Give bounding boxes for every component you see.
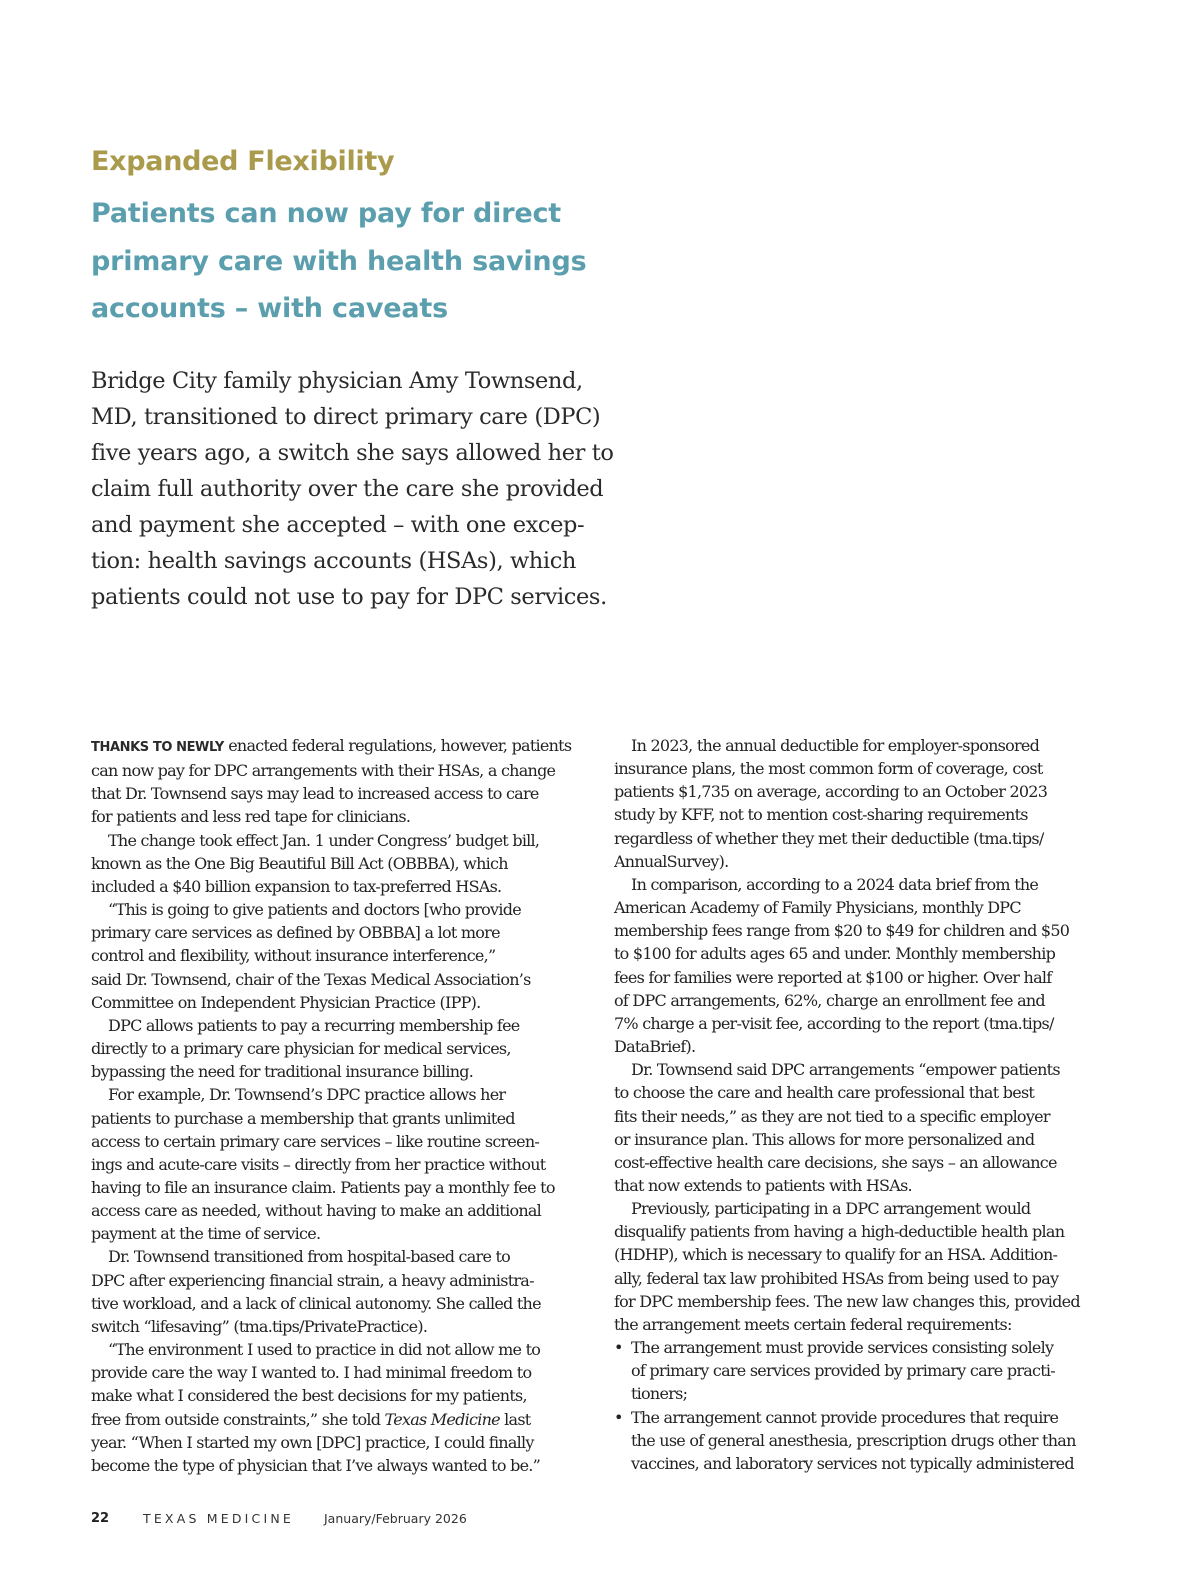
body-text-line: ings and acute-care visits – directly from her practice without (91, 1154, 546, 1174)
body-text-line: DPC allows patients to pay a recurring membership fee (108, 1015, 520, 1035)
body-text-line: known as the One Big Beautiful Bill Act (OBBBA), which (91, 853, 508, 873)
body-text-line: The change took effect Jan. 1 under Congress’ budget bill, (108, 830, 540, 850)
body-text-line: DataBrief). (614, 1037, 696, 1057)
body-text-line: the use of general anesthesia, prescription drugs other than (631, 1430, 1076, 1450)
issue-date: January/February 2026 (324, 1511, 467, 1526)
body-text-line: 7% charge a per-visit fee, according to the report (tma.tips/ (614, 1013, 1054, 1033)
body-text-line: AnnualSurvey). (614, 851, 729, 871)
body-text-line: of DPC arrangements, 62%, charge an enrollment fee and (614, 990, 1045, 1010)
deck-line: patients could not use to pay for DPC services. (91, 584, 607, 610)
publication-title: Texas Medicine (384, 1409, 500, 1429)
body-text-line: • The arrangement must provide services consisting solely (614, 1336, 1101, 1359)
body-text-line: or insurance plan. This allows for more personalized and (614, 1129, 1035, 1149)
body-text-line: the arrangement meets certain federal requirements: (614, 1314, 1012, 1334)
body-text-line: tioners; (631, 1384, 688, 1404)
body-text-line: access care as needed, without having to make an additional (91, 1201, 542, 1221)
body-text-line: fits their needs,” as they are not tied to a specific employer (614, 1106, 1050, 1126)
body-text-line: (HDHP), which is necessary to qualify for an HSA. Addition- (614, 1245, 1058, 1265)
body-text-line: can now pay for DPC arrangements with their HSAs, a change (91, 761, 556, 781)
body-column-right (614, 734, 1101, 1475)
body-text-line: • The arrangement cannot provide procedures that require (614, 1406, 1101, 1429)
body-text-line: payment at the time of service. (91, 1224, 321, 1244)
headline-line: primary care with health savings (91, 245, 587, 277)
body-text-line: “The environment I used to practice in did not allow me to (108, 1340, 541, 1360)
deck-line: MD, transitioned to direct primary care (DPC) (91, 404, 601, 430)
lead-in: THANKS TO NEWLY (91, 740, 224, 755)
deck-line: and payment she accepted – with one excep- (91, 512, 585, 538)
body-text-line: access to certain primary care services – like routine screen- (91, 1131, 540, 1151)
body-text-line: DPC after experiencing financial strain, a heavy administra- (91, 1270, 534, 1290)
headline-line: accounts – with caveats (91, 293, 448, 324)
body-text-line: become the type of physician that I’ve always wanted to be.” (91, 1455, 541, 1475)
deck-line: tion: health savings accounts (HSAs), which (91, 548, 576, 574)
body-text-line: to choose the care and health care professional that best (614, 1083, 1035, 1103)
body-text-line: control and flexibility, without insurance interference,” (91, 946, 496, 966)
body-text-line: said Dr. Townsend, chair of the Texas Medical Association’s (91, 969, 531, 989)
bullet-icon: • (614, 1407, 623, 1427)
body-text-line: Dr. Townsend transitioned from hospital-based care to (108, 1247, 511, 1267)
body-text-line: primary care services as defined by OBBBA] a lot more (91, 923, 500, 943)
article-kicker: Expanded Flexibility (91, 146, 395, 177)
body-text-line: year. “When I started my own [DPC] practice, I could finally (91, 1432, 534, 1452)
body-text-line: that Dr. Townsend says may lead to increased access to care (91, 784, 539, 804)
article-deck (91, 363, 614, 615)
deck-line: five years ago, a switch she says allowed her to (91, 440, 614, 466)
body-text-line: membership fees range from $20 to $49 for children and $50 (614, 921, 1070, 941)
body-text-line: American Academy of Family Physicians, monthly DPC (614, 898, 1021, 918)
deck-line: claim full authority over the care she provided (91, 476, 604, 502)
body-text-line: regardless of whether they met their deductible (tma.tips/ (614, 828, 1044, 848)
body-text-line: bypassing the need for traditional insurance billing. (91, 1062, 474, 1082)
body-text-line: cost-effective health care decisions, she says – an allowance (614, 1152, 1057, 1172)
body-text-line: disqualify patients from having a high-deductible health plan (614, 1222, 1065, 1242)
body-text-line: In 2023, the annual deductible for employer-sponsored (631, 736, 1040, 755)
body-text-line: patients $1,735 on average, according to an October 2023 (614, 782, 1048, 802)
body-text-line: for patients and less red tape for clinicians. (91, 807, 411, 827)
body-text-line: Committee on Independent Physician Practice (IPP). (91, 992, 481, 1012)
body-text-line: Previously, participating in a DPC arrangement would (631, 1199, 1031, 1219)
body-text-line: that now extends to patients with HSAs. (614, 1175, 912, 1195)
body-text-line: patients to purchase a membership that grants unlimited (91, 1108, 515, 1128)
article-headline (91, 190, 611, 333)
body-text-line: vaccines, and laboratory services not typically administered (631, 1453, 1074, 1473)
body-column-left (91, 734, 577, 1477)
body-text-line: having to file an insurance claim. Patients pay a monthly fee to (91, 1177, 555, 1197)
body-text-line: included a $40 billion expansion to tax-preferred HSAs. (91, 876, 502, 896)
bullet-icon: • (614, 1338, 623, 1358)
body-text-line: directly to a primary care physician for medical services, (91, 1039, 511, 1059)
body-text-line: to $100 for adults ages 65 and under. Monthly membership (614, 944, 1056, 964)
body-text-line: tive workload, and a lack of clinical autonomy. She called the (91, 1293, 541, 1313)
body-text-line: THANKS TO NEWLY enacted federal regulations, however, patients (91, 736, 572, 755)
body-text-line: study by KFF, not to mention cost-sharing requirements (614, 805, 1028, 825)
body-text-line: “This is going to give patients and doctors [who provide (108, 900, 521, 920)
body-text-line: of primary care services provided by primary care practi- (631, 1361, 1055, 1381)
body-text-line: In comparison, according to a 2024 data brief from the (631, 874, 1039, 894)
body-text-line: For example, Dr. Townsend’s DPC practice allows her (108, 1085, 506, 1105)
body-text-line: make what I considered the best decisions for my patients, (91, 1386, 527, 1406)
body-text-line: fees for families were reported at $100 or higher. Over half (614, 967, 1052, 987)
body-text-line: provide care the way I wanted to. I had minimal freedom to (91, 1363, 532, 1383)
body-text-line: ally, federal tax law prohibited HSAs from being used to pay (614, 1268, 1059, 1288)
body-text-line: free from outside constraints,” she told Texas Medicine last (91, 1409, 531, 1429)
body-text-line: switch “lifesaving” (tma.tips/PrivatePractice). (91, 1316, 428, 1336)
body-text-line: Dr. Townsend said DPC arrangements “empower patients (631, 1060, 1060, 1080)
headline-line: Patients can now pay for direct (91, 198, 561, 229)
deck-line: Bridge City family physician Amy Townsend, (91, 368, 583, 394)
body-text-line: for DPC membership fees. The new law changes this, provided (614, 1291, 1080, 1311)
page-number: 22 (91, 1511, 110, 1526)
magazine-name: TEXAS MEDICINE (143, 1511, 295, 1526)
body-text-line: insurance plans, the most common form of coverage, cost (614, 759, 1043, 779)
